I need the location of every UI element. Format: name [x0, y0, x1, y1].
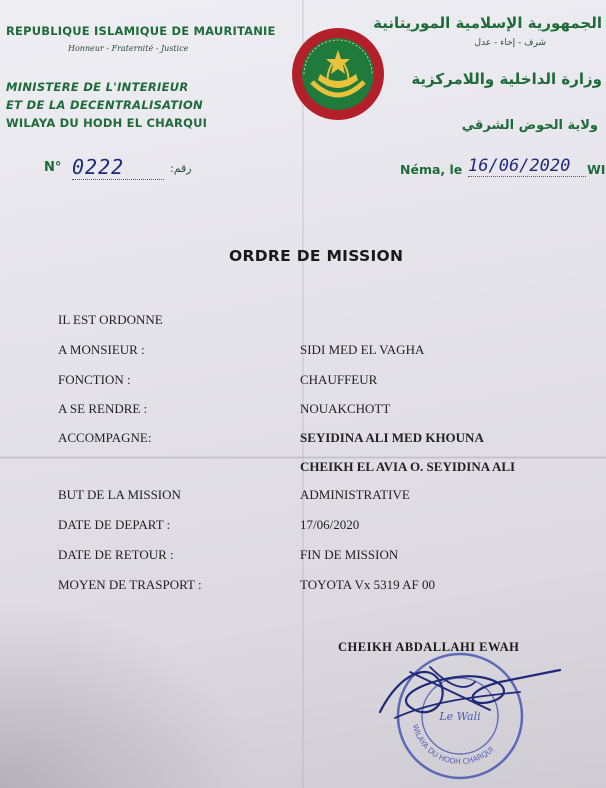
- accompagne-value-2: CHEIKH EL AVIA O. SEYIDINA ALI: [300, 459, 516, 474]
- signatory-name: CHEIKH ABDALLAHI EWAH: [338, 640, 520, 654]
- wilaya-name-fr: WILAYA DU HODH EL CHARQUI: [6, 116, 208, 130]
- destination-value: NOUAKCHOTT: [300, 401, 391, 416]
- handwritten-number: 0222: [72, 155, 164, 180]
- national-motto-ar: شرف - إخاء - عدل: [474, 38, 546, 48]
- accompagne-value-1: SEYIDINA ALI MED KHOUNA: [300, 430, 484, 445]
- but-label: BUT DE LA MISSION: [58, 487, 181, 502]
- accompagne-label: ACCOMPAGNE:: [58, 430, 152, 445]
- stamp-ring-text: WILAYA DU HODH CHARQUI: [410, 723, 496, 767]
- number-label-ar: رقم:: [170, 162, 192, 175]
- ordered-statement: IL EST ORDONNE: [58, 312, 163, 327]
- depart-label: DATE DE DEPART :: [58, 517, 171, 532]
- national-motto-fr: Honneur - Fraternité - Justice: [68, 44, 189, 53]
- wilaya-name-ar: ولاية الحوض الشرقي: [461, 118, 598, 133]
- destination-label: A SE RENDRE :: [58, 401, 148, 416]
- cut-off-text: WI: [587, 162, 606, 177]
- republic-name-ar: الجمهورية الإسلامية الموريتانية: [373, 14, 602, 32]
- ministry-name-ar: وزارة الداخلية واللامركزية: [411, 70, 602, 88]
- document-title: ORDRE DE MISSION: [229, 247, 404, 265]
- monsieur-label: A MONSIEUR :: [58, 342, 145, 357]
- monsieur-value: SIDI MED EL VAGHA: [300, 342, 425, 357]
- handwritten-date: 16/06/2020: [468, 156, 586, 177]
- fonction-value: CHAUFFEUR: [300, 372, 378, 387]
- ministry-line-2: ET DE LA DECENTRALISATION: [6, 98, 203, 112]
- stamp-center-text: Le Wali: [439, 710, 481, 723]
- fonction-label: FONCTION :: [58, 372, 131, 387]
- place-date-label: Néma, le: [400, 162, 463, 177]
- retour-value: FIN DE MISSION: [300, 547, 399, 562]
- handwritten-signature-icon: [370, 652, 570, 732]
- transport-value: TOYOTA Vx 5319 AF 00: [300, 577, 435, 592]
- page-shadow: [0, 600, 260, 788]
- number-label: N°: [44, 160, 62, 175]
- national-seal-icon: [290, 26, 386, 122]
- depart-value: 17/06/2020: [300, 517, 360, 532]
- transport-label: MOYEN DE TRASPORT :: [58, 577, 202, 592]
- but-value: ADMINISTRATIVE: [300, 487, 410, 502]
- republic-name-fr: REPUBLIQUE ISLAMIQUE DE MAURITANIE: [6, 24, 276, 38]
- retour-label: DATE DE RETOUR :: [58, 547, 174, 562]
- ministry-line-1: MINISTERE DE L'INTERIEUR: [6, 80, 189, 94]
